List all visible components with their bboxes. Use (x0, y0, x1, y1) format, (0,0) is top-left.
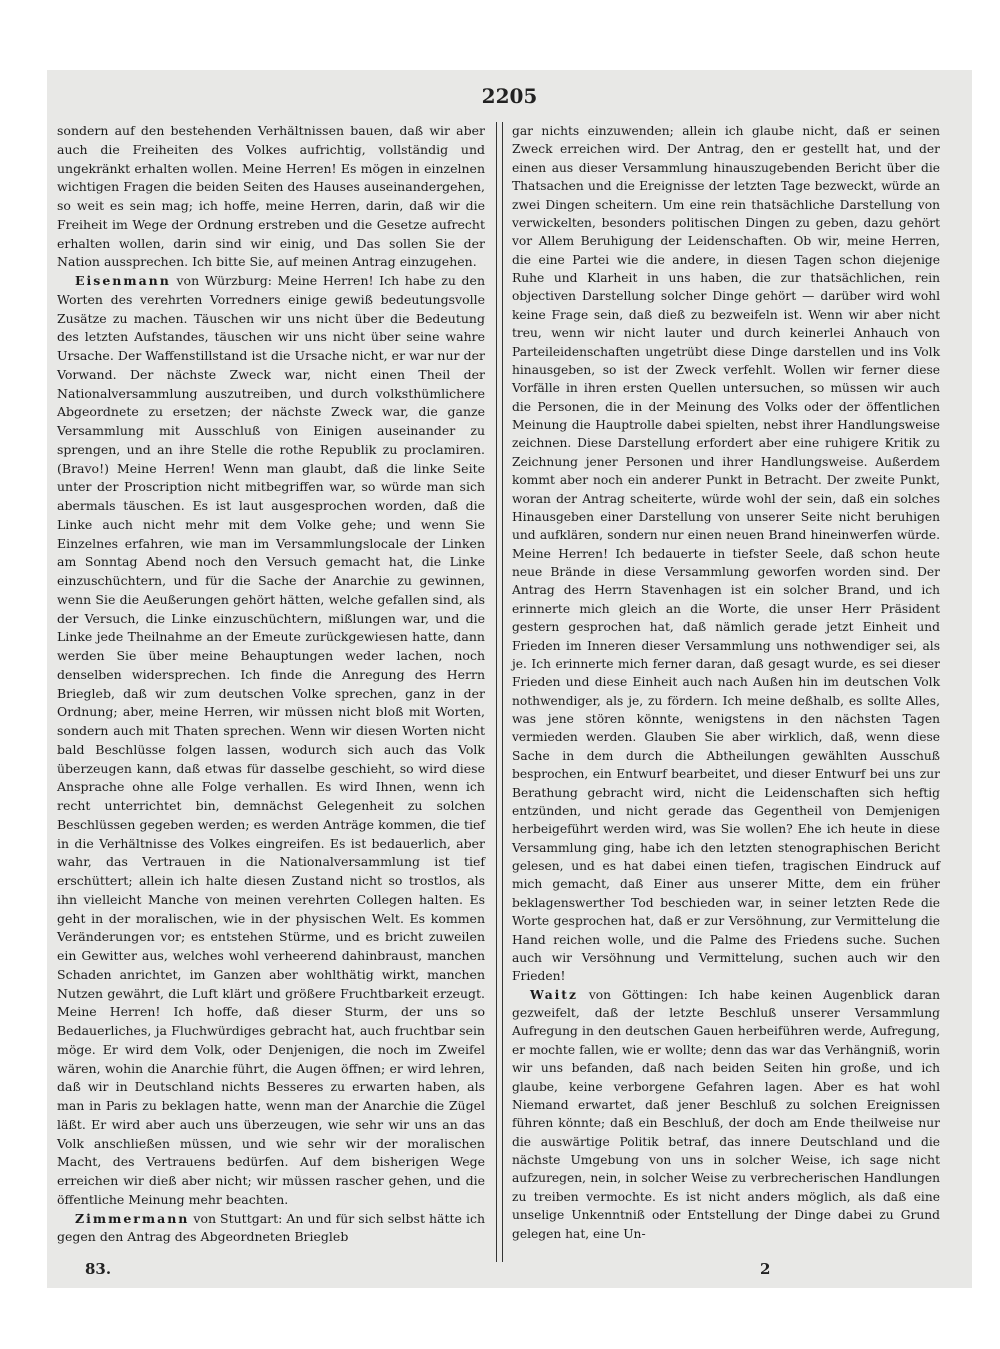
paragraph (57, 272, 485, 1210)
page-number: 2205 (481, 84, 538, 108)
paragraph-text: gar nichts einzuwenden; allein ich glaube nicht, daß er seinen Zweck erreichen wird. Der Antrag, den er gestellt hat, und der einen aus dieser Versammlung hinauszugebenden Bericht über die Thatsachen und die Ereignisse der letzten Tage bezweckt, würde an zwei Dingen scheitern. Um eine rein thatsächliche Darstellung von verwickelten, besonders politischen Dingen zu geben, dazu gehört vor Allem Beruhigung der Leidenschaften. Ob wir, meine Herren, die eine Partei wie die andere, in diesen Tagen schon diejenige Ruhe und Klarheit in uns haben, die zur thatsächlichen, rein objectiven Darstellung solcher Dinge gehört — darüber wird wohl keine Frage sein, daß dieß zu bezweifeln ist. Wenn wir aber nicht treu, wenn wir nicht lauter und durch keinerlei Anhauch von Parteileidenschaften ungetrübt diese Dinge darstellen und ins Volk hinausgeben, so ist der Zweck verfehlt. Wollen wir ferner diese Vorfälle in ihren ersten Quellen untersuchen, so müssen wir auch die Personen, die in der Meinung des Volks oder der öffentlichen Meinung die Hauptrolle dabei spielten, nebst ihrer Handlungsweise zeichnen. Diese Darstellung erfordert aber eine ruhigere Kritik zu Zeichnung jener Personen und ihrer Handlungsweise. Außerdem kommt aber noch ein anderer Punkt in Betracht. Der zweite Punkt, woran der Antrag scheiterte, würde wohl der sein, daß ein solches Hinausgeben einer Darstellung von unserer Seite nicht beruhigen und aufklären, sondern nur einen neuen Brand hineinwerfen würde. Meine Herren! Ich bedauerte in tiefster Seele, daß schon heute neue Brände in diese Versammlung geworfen worden sind. Der Antrag des Herrn Stavenhagen ist ein solcher Brand, und ich erinnerte mich gleich an die Worte, die unser Herr Präsident gestern gesprochen hat, daß nämlich gerade jetzt Einheit und Frieden im Inneren dieser Versammlung uns nothwendiger sei, als je. Ich erinnerte mich ferner daran, daß gesagt wurde, es sei dieser Frieden und diese Einheit auch nach Außen hin im deutschen Volk nothwendiger, als je, zu fördern. Ich meine deßhalb, es sollte Alles, was jene stören könnte, wenigstens in den nächsten Tagen vermieden werden. Glauben Sie aber wirklich, daß, wenn diese Sache in dem durch die Abtheilungen gewählten Ausschuß besprochen, ein Entwurf bearbeitet, und dieser Entwurf bei uns zur Berathung gebracht wird, nicht die Leidenschaften sich heftig entzünden, und nicht gerade das Gegentheil von Demjenigen herbeigeführt werden wird, was Sie wollen? Ehe ich heute in diese Versammlung ging, habe ich den letzten stenographischen Bericht gelesen, und es hat dabei einen tiefen, tragischen Eindruck auf mich gemacht, daß Einer aus unserer Mitte, dem ein früher beklagenswerther Tod beschieden war, in seiner letzten Rede die Worte gesprochen hat, daß er zur Versöhnung, zur Vermittelung die Hand reichen wolle, und die Palme des Friedens suche. Suchen auch wir Versöhnung und Vermittelung, suchen auch wir den Frieden! (512, 124, 940, 984)
speaker-name: Zimmermann (75, 1210, 190, 1226)
newspaper-page (47, 70, 972, 1288)
paragraph-text: von Stuttgart: An und für sich selbst hätte ich gegen den Antrag des Abgeordneten Briegleb (57, 1210, 485, 1245)
paragraph-text: von Göttingen: Ich habe keinen Augenblick daran gezweifelt, daß der letzte Beschluß unserer Versammlung Aufregung in den deutschen Gauen herbeiführen werde, Aufregung, er mochte fallen, wie er wollte; denn das war das Verhängniß, worin wir uns befanden, daß nach beiden Seiten hin große, und ich glaube, keine verborgene Gefahren lagen. Aber es hat wohl Niemand erwartet, daß jener Beschluß zu solchen Ereignissen führen könnte; daß ein Beschluß, der doch am Ende theilweise nur die auswärtige Politik betraf, das innere Deutschland und die nächste Umgebung von uns in solcher Weise, ich sage nicht aufzuregen, nein, in solcher Weise zu verbrecherischen Handlungen zu treiben vermochte. Es ist nicht anders möglich, als daß eine unselige Unkenntniß oder Entstellung der Dinge dabei zu Grund gelegen hat, eine Un- (512, 987, 940, 1241)
signature-mark-right: 2 (760, 1260, 771, 1278)
column-divider (496, 122, 503, 1262)
paragraph-text: von Würzburg: Meine Herren! Ich habe zu den Worten des verehrten Vorredners einige gewiß bedeutungsvolle Zusätze zu machen. Täuschen wir uns nicht über die Bedeutung des letzten Aufstandes, täuschen wir uns nicht über seine wahre Ursache. Der Waffenstillstand ist die Ursache nicht, er war nur der Vorwand. Der nächste Zweck war, nicht einen Theil der Nationalversammlung auszutreiben, und durch volksthümlichere Abgeordnete zu ersetzen; der nächste Zweck war, die ganze Versammlung mit Ausschluß von Einigen auseinander zu sprengen, und an ihre Stelle die rothe Republik zu proclamiren. (Bravo!) Meine Herren! Wenn man glaubt, daß die linke Seite unter der Proscription nicht mitbegriffen war, so würde man sich abermals täuschen. Es ist laut ausgesprochen worden, daß die Linke auch nicht mehr mit dem Volke gehe; und wenn Sie Einzelnes erfahren, wie man im Versammlungslocale der Linken am Sonntag Abend noch den Versuch gemacht hat, die Linke einzuschüchtern, und für die Sache der Anarchie zu gewinnen, wenn Sie die Aeußerungen gehört hätten, welche gefallen sind, als der Versuch, die Linke einzuschüchtern, mißlungen war, und die Linke jede Theilnahme an der Emeute zurückgewiesen hatte, dann werden Sie über meine Behauptungen weder lachen, noch denselben widersprechen. Ich finde die Anregung des Herrn Briegleb, daß wir zum deutschen Volke sprechen, ganz in der Ordnung; aber, meine Herren, wir müssen nicht bloß mit Worten, sondern auch mit Thaten sprechen. Wenn wir diesen Worten nicht bald Beschlüsse folgen lassen, wodurch sich auch das Volk überzeugen kann, daß etwas für dasselbe geschieht, so wird diese Ansprache ohne alle Folge verhallen. Es wird Ihnen, wenn ich recht unterrichtet bin, demnächst Gelegenheit zu solchen Beschlüssen gegeben werden; es werden Anträge kommen, die tief in die Verhältnisse des Volkes eingreifen. Es ist bedauerlich, aber wahr, das Vertrauen in die Nationalversammlung ist tief erschüttert; allein ich halte diesen Zustand nicht so trostlos, als ihn vielleicht Manche von meinen verehrten Collegen halten. Es geht in der moralischen, wie in der physischen Welt. Es kommen Veränderungen vor; es entstehen Stürme, und es bricht zuweilen ein Gewitter aus, welches wohl verheerend dahinbraust, manchen Schaden anrichtet, im Ganzen aber wohlthätig wirkt, manchen Nutzen gewährt, die Luft klärt und größere Fruchtbarkeit erzeugt. Meine Herren! Ich hoffe, daß dieser Sturm, der uns so Bedauerliches, ja Fluchwürdiges gebracht hat, auch fruchtbar sein möge. Er wird dem Volk, oder Denjenigen, die noch im Zweifel wären, wohin die Anarchie führt, die Augen öffnen; er wird lehren, daß wir in Deutschland nichts Besseres zu erwarten haben, als man in Paris zu beklagen hatte, wenn man der Anarchie die Zügel läßt. Er wird aber auch uns überzeugen, wie sehr wir uns an das Volk anschließen müssen, und wie sehr wir der moralischen Macht, des Vertrauens bedürfen. Auf dem bisherigen Wege erreichen wir dieß aber nicht; wir müssen rascher gehen, und die öffentliche Meinung mehr beachten. (57, 273, 485, 1207)
speaker-name: Eisenmann (75, 273, 171, 288)
paragraph (57, 122, 485, 272)
left-column (57, 122, 485, 1247)
right-column (512, 122, 940, 1243)
paragraph-text: sondern auf den bestehenden Verhältnissen bauen, daß wir aber auch die Freiheiten des Volkes aufrichtig, vollständig und ungekränkt erhalten wollen. Meine Herren! Es mögen in einzelnen wichtigen Fragen die beiden Seiten des Hauses auseinandergehen, so weit es sein mag; ich hoffe, meine Herren, darin, daß wir die Freiheit im Wege der Ordnung erstreben und die Gesetze aufrecht erhalten wollen, darin sind wir einig, und Das sollen Sie der Nation aussprechen. Ich bitte Sie, auf meinen Antrag einzugehen. (57, 123, 485, 270)
paragraph (512, 122, 940, 986)
paragraph (512, 986, 940, 1243)
paragraph (57, 1210, 485, 1248)
speaker-name: Waitz (530, 986, 578, 1002)
signature-mark-left: 83. (85, 1260, 112, 1278)
